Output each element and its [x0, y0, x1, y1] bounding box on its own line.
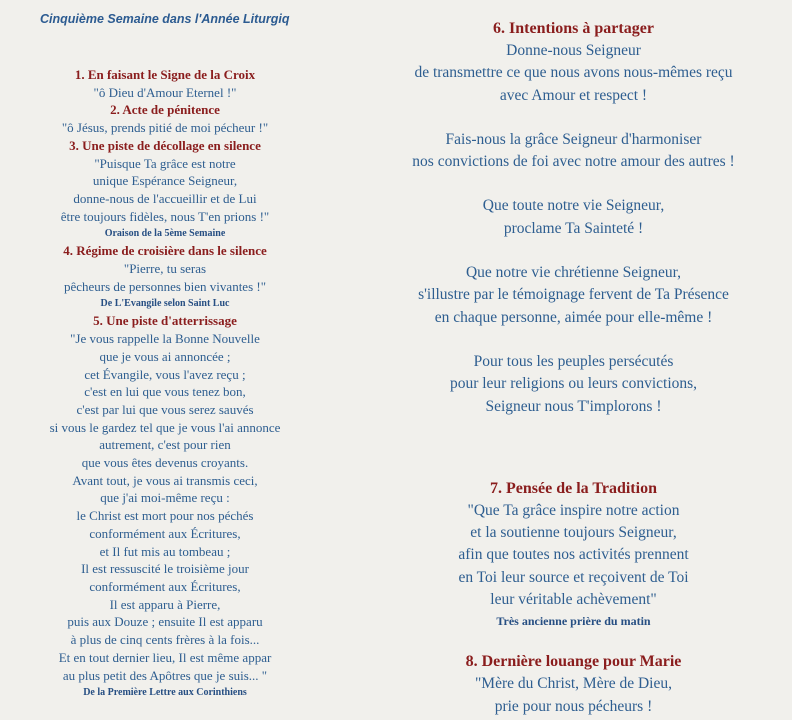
section-5-line: au plus petit des Apôtres que je suis... " [62, 667, 268, 683]
tradition-line: en Toi leur source et reçoivent de Toi [458, 568, 689, 586]
marie-line: "Mère du Christ, Mère de Dieu, [474, 675, 672, 693]
tradition-line: afin que toutes nos activités prennent [458, 546, 689, 564]
section-3-title: 3. Une piste de décollage en silence [69, 137, 261, 153]
intention-line: en chaque personne, aimée pour elle-même ! [434, 308, 713, 326]
intention-line: Que notre vie chrétienne Seigneur, [465, 264, 681, 282]
section-2-line: "ô Jésus, prends pitié de moi pécheur !" [61, 120, 269, 136]
section-5-line: que je vous ai annoncée ; [99, 348, 231, 364]
section-8-title: 8. Dernière louange pour Marie [465, 653, 682, 671]
section-5-title: 5. Une piste d'atterrissage [93, 313, 237, 329]
section-5-line: c'est par lui que vous serez sauvés [76, 401, 254, 417]
section-4-line: "Pierre, tu seras [123, 261, 207, 277]
intention-line: Donne-nous Seigneur [506, 42, 641, 59]
section-4-source: De L'Evangile selon Saint Luc [100, 298, 230, 310]
section-5-line: à plus de cinq cents frères à la fois... [70, 632, 260, 648]
intention-line: proclame Ta Sainteté ! [503, 219, 644, 237]
section-1-line: "ô Dieu d'Amour Eternel !" [93, 84, 237, 100]
intention-line: avec Amour et respect ! [499, 86, 648, 104]
section-1-title: 1. En faisant le Signe de la Croix [74, 67, 256, 82]
section-5-line: que j'ai moi-même reçu : [100, 490, 230, 506]
marie-line: prie pour nous pécheurs ! [494, 697, 653, 715]
intention-line: pour leur religions ou leurs convictions, [449, 375, 698, 393]
section-5-line: le Christ est mort pour nos péchés [76, 508, 254, 524]
section-7-source: Très ancienne prière du matin [496, 614, 651, 629]
section-5-line: c'est en lui que vous tenez bon, [84, 384, 246, 400]
intention-line: Pour tous les peuples persécutés [473, 352, 674, 370]
section-5-line: Il est apparu à Pierre, [109, 596, 221, 612]
intention-line: Seigneur nous T'implorons ! [485, 397, 662, 415]
section-5-line: et Il fut mis au tombeau ; [99, 543, 231, 559]
section-4-title: 4. Régime de croisière dans le silence [63, 243, 267, 259]
left-column [30, 66, 300, 701]
intention-line: de transmettre ce que nous avons nous-mêmes reçu [414, 64, 733, 82]
section-5-line: cet Évangile, vous l'avez reçu ; [84, 366, 246, 382]
section-3-line: donne-nous de l'accueillir et de Lui [73, 190, 257, 206]
section-5-line: autrement, c'est pour rien [99, 437, 231, 453]
intention-line: Fais-nous la grâce Seigneur d'harmoniser [445, 130, 702, 148]
section-5-line: "Je vous rappelle la Bonne Nouvelle [70, 331, 260, 347]
section-5-line: Et en tout dernier lieu, Il est même appar [58, 649, 272, 665]
section-5-line: Il est ressuscité le troisième jour [81, 561, 249, 577]
section-2-title: 2. Acte de pénitence [110, 102, 220, 118]
section-3-line: "Puisque Ta grâce est notre [94, 155, 236, 171]
section-5-line: si vous le gardez tel que je vous l'ai annonce [49, 419, 281, 435]
tradition-line: leur véritable achèvement" [490, 591, 657, 609]
intention-line: s'illustre par le témoignage fervent de Ta Présence [418, 286, 729, 304]
section-5-line: puis aux Douze ; ensuite Il est apparu [67, 614, 263, 630]
section-4-line: pêcheurs de personnes bien vivantes !" [63, 278, 267, 294]
section-5-line: conformément aux Écritures, [89, 525, 241, 541]
section-5-source: De la Première Lettre aux Corinthiens [83, 687, 247, 699]
section-5-line: Avant tout, je vous ai transmis ceci, [72, 472, 258, 488]
section-5-line: conformément aux Écritures, [89, 578, 241, 594]
section-6-title: 6. Intentions à partager [493, 20, 654, 37]
right-column [355, 18, 792, 718]
tradition-line: et la soutienne toujours Seigneur, [470, 524, 677, 542]
section-3-line: être toujours fidèles, nous T'en prions !" [60, 208, 270, 224]
section-5-line: que vous êtes devenus croyants. [81, 455, 249, 471]
intention-line: nos convictions de foi avec notre amour des autres ! [412, 153, 735, 171]
page-header: Cinquième Semaine dans l'Année Liturgiq [40, 12, 290, 26]
intention-line: Que toute notre vie Seigneur, [482, 197, 665, 215]
section-3-source: Oraison de la 5ème Semaine [104, 228, 226, 240]
tradition-line: "Que Ta grâce inspire notre action [467, 501, 680, 519]
section-7-title: 7. Pensée de la Tradition [490, 479, 657, 497]
section-3-line: unique Espérance Seigneur, [92, 173, 238, 189]
